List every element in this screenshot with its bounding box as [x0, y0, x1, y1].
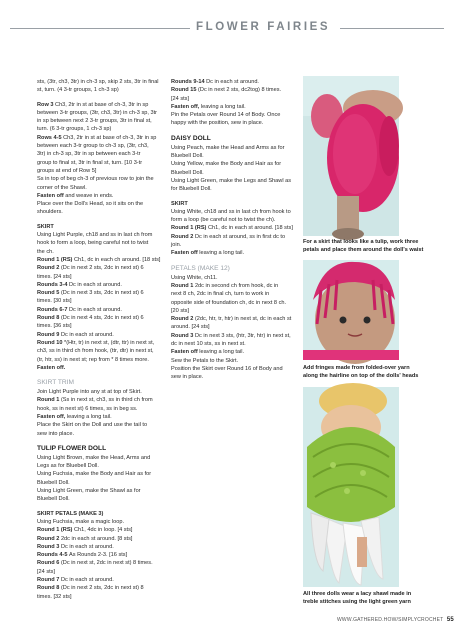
text-line	[37, 559, 165, 567]
header-rule-right	[340, 28, 444, 29]
step-text: leaving a long tail.	[200, 103, 246, 110]
block-skirt	[37, 231, 165, 372]
text-line	[171, 315, 297, 323]
photo-tulip-doll	[303, 76, 399, 236]
block-rows45	[37, 134, 165, 217]
text-line: next 8 ch, 2dc in final ch, turn to work in	[171, 291, 270, 298]
text-line: form a loop (be careful not to twist the ch).	[171, 217, 276, 224]
text-line	[37, 413, 165, 421]
block-skirt-trim	[37, 388, 165, 438]
text-line: sew in place.	[171, 374, 204, 381]
step-label: Fasten off	[171, 349, 200, 356]
text-line: Using White, ch11.	[171, 274, 218, 281]
text-line: st, turn. (4 3-tr groups, 1 ch-3 sp)	[37, 87, 119, 94]
block-daisy-skirt	[171, 208, 297, 258]
text-line: Using Yellow, make the Body and Hair as for	[171, 161, 282, 168]
step-label: Round 2	[171, 233, 195, 240]
text-line: groups at end of Row 5]	[37, 167, 97, 174]
step-text: Dc in each st around.	[60, 543, 114, 550]
step-text: (Dc in next st, 2dc in next st) 8 times.	[60, 560, 153, 567]
step-label: Round 2	[171, 316, 195, 323]
text-line: Bluebell Doll.	[171, 153, 204, 160]
text-line	[37, 535, 165, 543]
step-label: Row 3	[37, 101, 56, 108]
text-line	[37, 192, 165, 200]
text-line	[37, 543, 165, 551]
block-tulip-finish	[171, 78, 297, 128]
step-text: leaving a long tail.	[199, 349, 245, 356]
step-label: Round 6	[37, 560, 61, 567]
caption-line: All three dolls wear a lacy shawl made in	[303, 591, 412, 597]
caption-line: along the hairline on top of the dolls' heads	[303, 373, 419, 379]
text-line: Using White, ch18 and ss in last ch from hook to	[171, 208, 291, 215]
section-heading-tulip: TULIP FLOWER DOLL	[37, 444, 107, 452]
page-section-title: FLOWER FAIRIES	[196, 21, 331, 33]
step-text: 2dc in each st around. [8 sts]	[60, 535, 133, 542]
text-line: Place the Skirt on the Doll and use the tail to	[37, 422, 148, 429]
text-line: hook to form a loop, being careful not to twist	[37, 240, 149, 247]
text-line: ch3, ss in third ch from hook, (ttr, dtr) in next st,	[37, 348, 154, 355]
text-line: [24 sts]	[37, 568, 56, 575]
section-heading-daisy: DAISY DOLL	[171, 134, 211, 142]
caption-line: For a skirt that looks like a tulip, work three	[303, 239, 419, 245]
step-label: Round 1 (RS)	[37, 256, 74, 263]
step-label: Round 9	[37, 331, 61, 338]
text-line	[37, 331, 165, 339]
step-label: Round 3	[37, 543, 61, 550]
text-line: turn. (6 3-tr groups, 1 ch-3 sp)	[37, 126, 112, 133]
text-line: Bluebell Doll.	[37, 479, 70, 486]
text-line: Position the Skirt over Round 16 of Body and	[171, 365, 283, 372]
text-line	[37, 101, 165, 109]
text-line: Using Fuchsia, make a magic loop.	[37, 518, 125, 525]
step-text: (Dc in next 2 sts, 2dc in next st) 6	[60, 265, 144, 272]
step-text: (Dc in next 2 sts, dc2tog) 8 times.	[198, 87, 282, 94]
step-text: Ch1, dc in each ch around. [18 sts]	[73, 256, 161, 263]
text-line	[171, 86, 297, 94]
step-text: 2dc in second ch from hook, dc in	[194, 282, 279, 289]
text-line	[37, 134, 165, 142]
text-line	[37, 551, 165, 559]
page-number: 55	[446, 617, 454, 623]
text-line: Place over the Doll's Head, so it sits on the	[37, 201, 144, 208]
footer-url: WWW.GATHERED.HOW/SIMPLYCROCHET	[337, 617, 444, 623]
step-label: Round 8	[37, 315, 61, 322]
text-line	[37, 264, 165, 272]
step-text: (Dc in next 2 sts, 2dc in next st) 8	[60, 585, 144, 592]
step-text: Ch3, 2tr in st at base of ch-3, 3tr in sp	[55, 101, 149, 108]
step-text: Dc in each st around.	[60, 331, 114, 338]
text-line: join.	[171, 242, 182, 249]
step-label: Rounds 6-7	[37, 306, 70, 313]
text-line	[37, 339, 165, 347]
paragraph-intro	[37, 78, 165, 95]
step-text: leaving a long tail.	[199, 250, 245, 257]
text-column-middle	[171, 78, 297, 382]
text-line: Legs as for Bluebell Doll.	[37, 463, 99, 470]
section-heading-petals: PETALS (MAKE 12)	[171, 264, 230, 272]
text-line: Using Fuchsia, make the Body and Hair as for	[37, 471, 152, 478]
step-text: (Dc in next 4 sts, 2dc in next st) 6	[60, 315, 144, 322]
text-line	[37, 396, 165, 404]
text-line: sew into place.	[37, 430, 75, 437]
text-line	[171, 78, 297, 86]
text-line: Using Light Purple, ch18 and ss in last ch from	[37, 232, 153, 239]
step-label: Fasten off	[37, 192, 66, 199]
text-line	[171, 103, 297, 111]
step-label: Rounds 9-14	[171, 79, 207, 85]
step-text: *(Htr, tr) in next st, (dtr, ttr) in next st,	[64, 339, 155, 346]
photo-daisy-doll	[303, 387, 399, 587]
text-line: Bluebell Doll.	[37, 496, 70, 503]
text-line	[37, 314, 165, 322]
step-text: Dc in next 3 sts, (htr, 3tr, htr) in next st,	[194, 332, 291, 339]
step-label: Round 7	[37, 577, 61, 584]
text-line: 3tr) in ch-3 sp, 3tr in sp between each 3-tr	[37, 151, 141, 158]
step-text: As Rounds 2-3. [16 sts]	[69, 552, 128, 559]
step-text: Dc in each st around.	[60, 577, 114, 584]
block-daisy	[171, 144, 297, 194]
text-line: times. [24 sts]	[37, 273, 72, 280]
step-label: Fasten off,	[37, 413, 67, 420]
step-text: leaving a long tail.	[66, 413, 112, 420]
text-line: Fasten off.	[37, 364, 66, 371]
step-label: Round 10	[37, 339, 65, 346]
text-line	[37, 576, 165, 584]
step-label: Round 3	[171, 332, 195, 339]
step-label: Rows 4-5	[37, 134, 64, 141]
caption-line: treble stitches using the light green yarn	[303, 599, 411, 605]
text-line	[37, 281, 165, 289]
text-line: times. [36 sts]	[37, 323, 72, 330]
header-rule-left	[10, 28, 190, 29]
step-label: Round 1 (RS)	[37, 527, 74, 534]
text-line: (tr, htr, ss) in next st; rep from * 8 times more.	[37, 356, 149, 363]
step-label: Rounds 4-5	[37, 552, 70, 559]
text-line: Using Light Green, make the Legs and Shawl as	[171, 177, 292, 184]
text-line: Sew the Petals to the Skirt.	[171, 357, 239, 364]
text-line: [24 sts]	[171, 95, 190, 102]
step-label: Round 5	[37, 290, 61, 297]
block-tulip	[37, 454, 165, 504]
text-line: times. [32 sts]	[37, 593, 72, 600]
text-line	[171, 233, 297, 241]
text-line: between 3-tr groups, (3tr, ch3, 3tr) in ch-3 sp, 3tr	[37, 109, 158, 116]
text-line: opposite side of foundation ch, dc in next 8 ch.	[171, 299, 287, 306]
page-footer	[337, 617, 454, 623]
step-label: Fasten off	[171, 250, 200, 257]
text-line: dc in next 10 sts, ss in next st.	[171, 341, 246, 348]
step-label: Round 2	[37, 265, 61, 272]
step-text: Ch1, 4dc in loop. [4 sts]	[73, 527, 133, 534]
text-line: Bluebell Doll.	[171, 169, 204, 176]
text-line: [20 sts]	[171, 307, 190, 314]
text-line: Using Light Green, make the Shawl as for	[37, 488, 141, 495]
step-label: Round 1 (RS)	[171, 225, 208, 232]
step-text: and weave in ends.	[65, 192, 114, 199]
text-line	[171, 282, 297, 290]
text-line: Ss in top of beg ch-3 of previous row to join the	[37, 176, 154, 183]
step-label: Round 1	[171, 282, 195, 289]
step-text: Dc in each st around, ss in first dc to	[194, 233, 286, 240]
step-label: Round 8	[37, 585, 61, 592]
running-header	[0, 19, 453, 39]
text-line: shoulders.	[37, 209, 63, 216]
text-line	[171, 249, 297, 257]
section-heading-skirt-trim: SKIRT TRIM	[37, 379, 75, 387]
photo-caption-shawl	[303, 590, 443, 606]
step-label: Rounds 3-4	[37, 281, 70, 288]
photo-doll-hair	[303, 260, 399, 360]
step-text: Dc in each st around.	[206, 79, 259, 85]
photo-caption-tulip	[303, 238, 443, 254]
step-text: Dc in each st around.	[69, 281, 122, 288]
text-line	[37, 289, 165, 297]
section-heading-skirt: SKIRT	[37, 223, 54, 230]
step-text: (2dc, htr, tr, htr) in next st, dc in each st	[194, 316, 292, 323]
step-label: Round 1	[37, 397, 61, 404]
text-line: in sp between next 2 3-tr groups, 3tr in final st,	[37, 118, 152, 125]
step-text: (Dc in next 3 sts, 2dc in next st) 6	[60, 290, 144, 297]
text-line: Join Light Purple into any st at top of Skirt.	[37, 389, 142, 396]
text-line	[171, 224, 297, 232]
text-line	[37, 256, 165, 264]
block-petals	[171, 274, 297, 382]
text-line: group to final st, 3tr in final st, turn. [10 3-tr	[37, 159, 143, 166]
text-line	[37, 584, 165, 592]
text-line: the ch.	[37, 248, 54, 255]
section-heading-tulip-petals: SKIRT PETALS (MAKE 3)	[37, 510, 104, 517]
step-label: Round 2	[37, 535, 61, 542]
section-heading-daisy-skirt: SKIRT	[171, 200, 188, 207]
text-line: Pin the Petals over Round 14 of Body. Once	[171, 112, 281, 119]
caption-line: Add fringes made from folded-over yarn	[303, 365, 410, 371]
step-text: Dc in each st around.	[69, 306, 122, 313]
block-tulip-petals	[37, 518, 165, 601]
text-line	[171, 332, 297, 340]
text-line: Using Peach, make the Head and Arms as for	[171, 144, 285, 151]
text-line: between each 3-tr group to ch-3 sp, (3tr, ch3,	[37, 143, 149, 150]
text-line	[37, 526, 165, 534]
text-column-left	[37, 78, 165, 601]
photo-caption-hair	[303, 364, 443, 380]
step-text: Ch3, 2tr in st at base of ch-3, 3tr in sp	[63, 134, 157, 141]
step-label: Fasten off,	[171, 103, 201, 110]
step-text: Ch1, dc in each st around. [18 sts]	[207, 225, 293, 232]
text-line	[171, 348, 297, 356]
text-line: times. [30 sts]	[37, 298, 72, 305]
text-line: corner of the Shawl.	[37, 184, 87, 191]
step-text: (Ss in next st, ch3, ss in third ch from	[60, 397, 153, 404]
text-line: sts, (3tr, ch3, 3tr) in ch-3 sp, skip 2 sts, 3tr in final	[37, 79, 159, 85]
text-line: Using Light Brown, make the Head, Arms and	[37, 454, 151, 461]
text-line	[37, 306, 165, 314]
text-line: happy with the position, sew in place.	[171, 120, 264, 127]
caption-line: petals and place them around the doll's waist	[303, 247, 424, 253]
text-line: for Bluebell Doll.	[171, 186, 212, 193]
block-row3	[37, 101, 165, 134]
text-line: hook, ss in next st) 6 times, ss in beg ss.	[37, 405, 138, 412]
text-line: around. [24 sts]	[171, 324, 210, 331]
step-label: Round 15	[171, 87, 199, 94]
